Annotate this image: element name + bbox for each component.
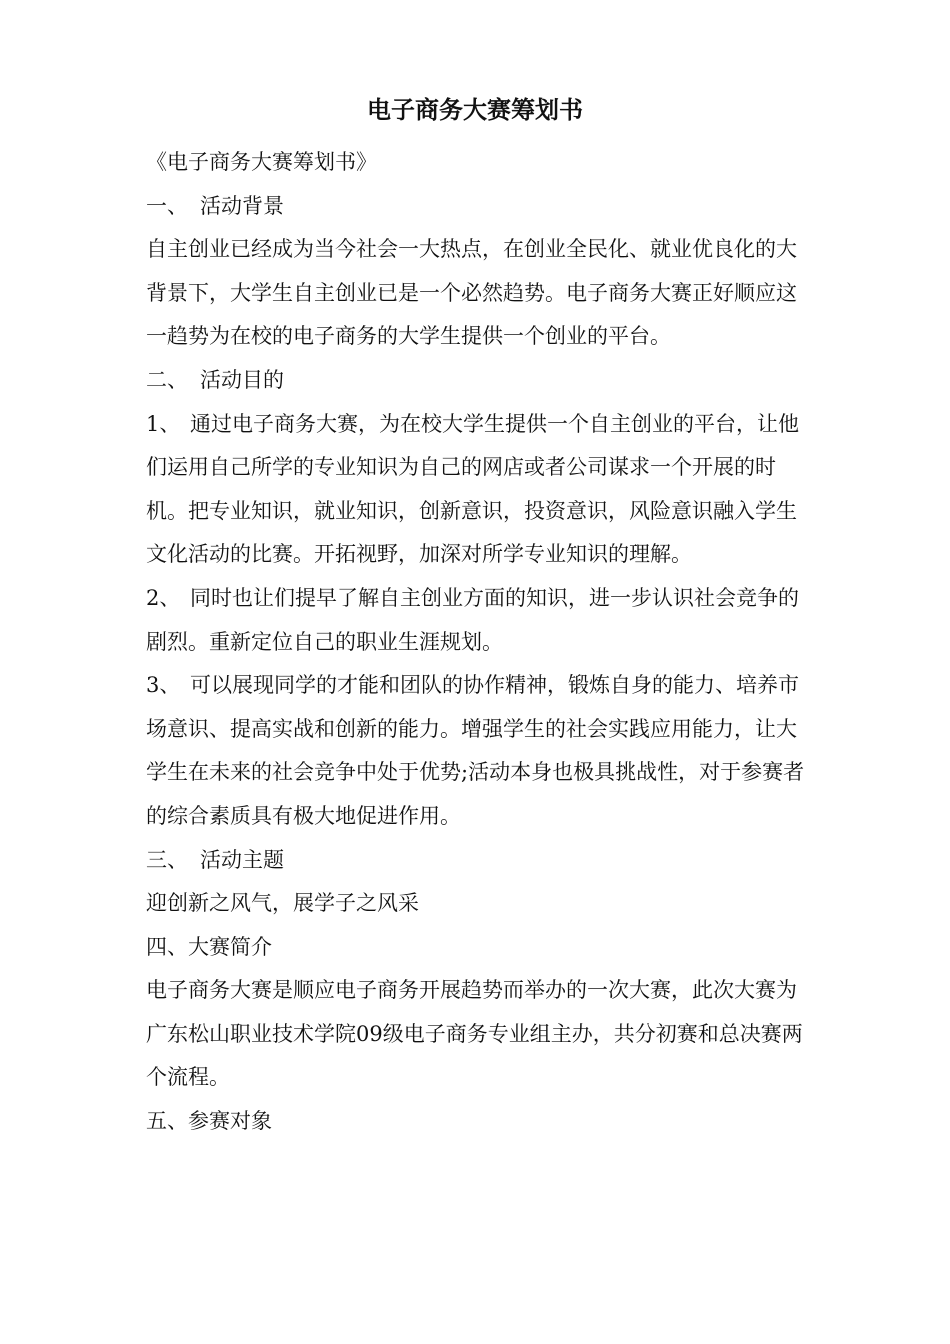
section-heading-intro: 四、大赛简介 [146,934,272,959]
purpose-item-1 [146,403,812,577]
purpose-item-2 [146,577,812,664]
item-number: 2、 [146,585,181,610]
item-number: 1、 [146,411,181,436]
item-text: 可以展现同学的才能和团队的协作精神，锻炼自身的能力、培养市场意识、提高实战和创新的能力。增强学生的社会实践应用能力，让大学生在未来的社会竞争中处于优势;活动本身也极具挑战性，对于参赛者的综合素质具有极大地促进作用。 [146,673,805,828]
intro-paragraph: 电子商务大赛是顺应电子商务开展趋势而举办的一次大赛，此次大赛为广东松山职业技术学院09级电子商务专业组主办，共分初赛和总决赛两个流程。 [146,978,803,1090]
section-heading-participants: 五、参赛对象 [146,1109,272,1134]
theme-paragraph: 迎创新之风气，展学子之风采 [146,891,419,916]
section-number: 一、 [146,193,188,218]
section-heading-background [146,185,812,229]
background-paragraph: 自主创业已经成为当今社会一大热点，在创业全民化、就业优良化的大背景下，大学生自主创业已是一个必然趋势。电子商务大赛正好顺应这一趋势为在校的电子商务的大学生提供一个创业的平台。 [146,237,797,349]
section-title: 活动背景 [200,193,284,218]
document-title: 电子商务大赛筹划书 [367,95,583,124]
section-heading-purpose [146,359,812,403]
item-number: 3、 [146,673,181,698]
document-body [146,141,812,1144]
section-heading-theme [146,839,812,883]
item-text: 通过电子商务大赛，为在校大学生提供一个自主创业的平台，让他们运用自己所学的专业知识为自己的网店或者公司谋求一个开展的时机。把专业知识，就业知识，创新意识，投资意识，风险意识融入学生文化活动的比赛。开拓视野，加深对所学专业知识的理解。 [146,411,799,567]
purpose-item-3 [146,664,812,838]
section-title: 活动目的 [200,367,284,392]
item-text: 同时也让们提早了解自主创业方面的知识，进一步认识社会竞争的剧烈。重新定位自己的职业生涯规划。 [146,585,799,654]
section-number: 二、 [146,367,188,392]
section-number: 三、 [146,847,188,872]
document-subtitle: 《电子商务大赛筹划书》 [146,150,377,174]
section-title: 活动主题 [200,847,284,872]
